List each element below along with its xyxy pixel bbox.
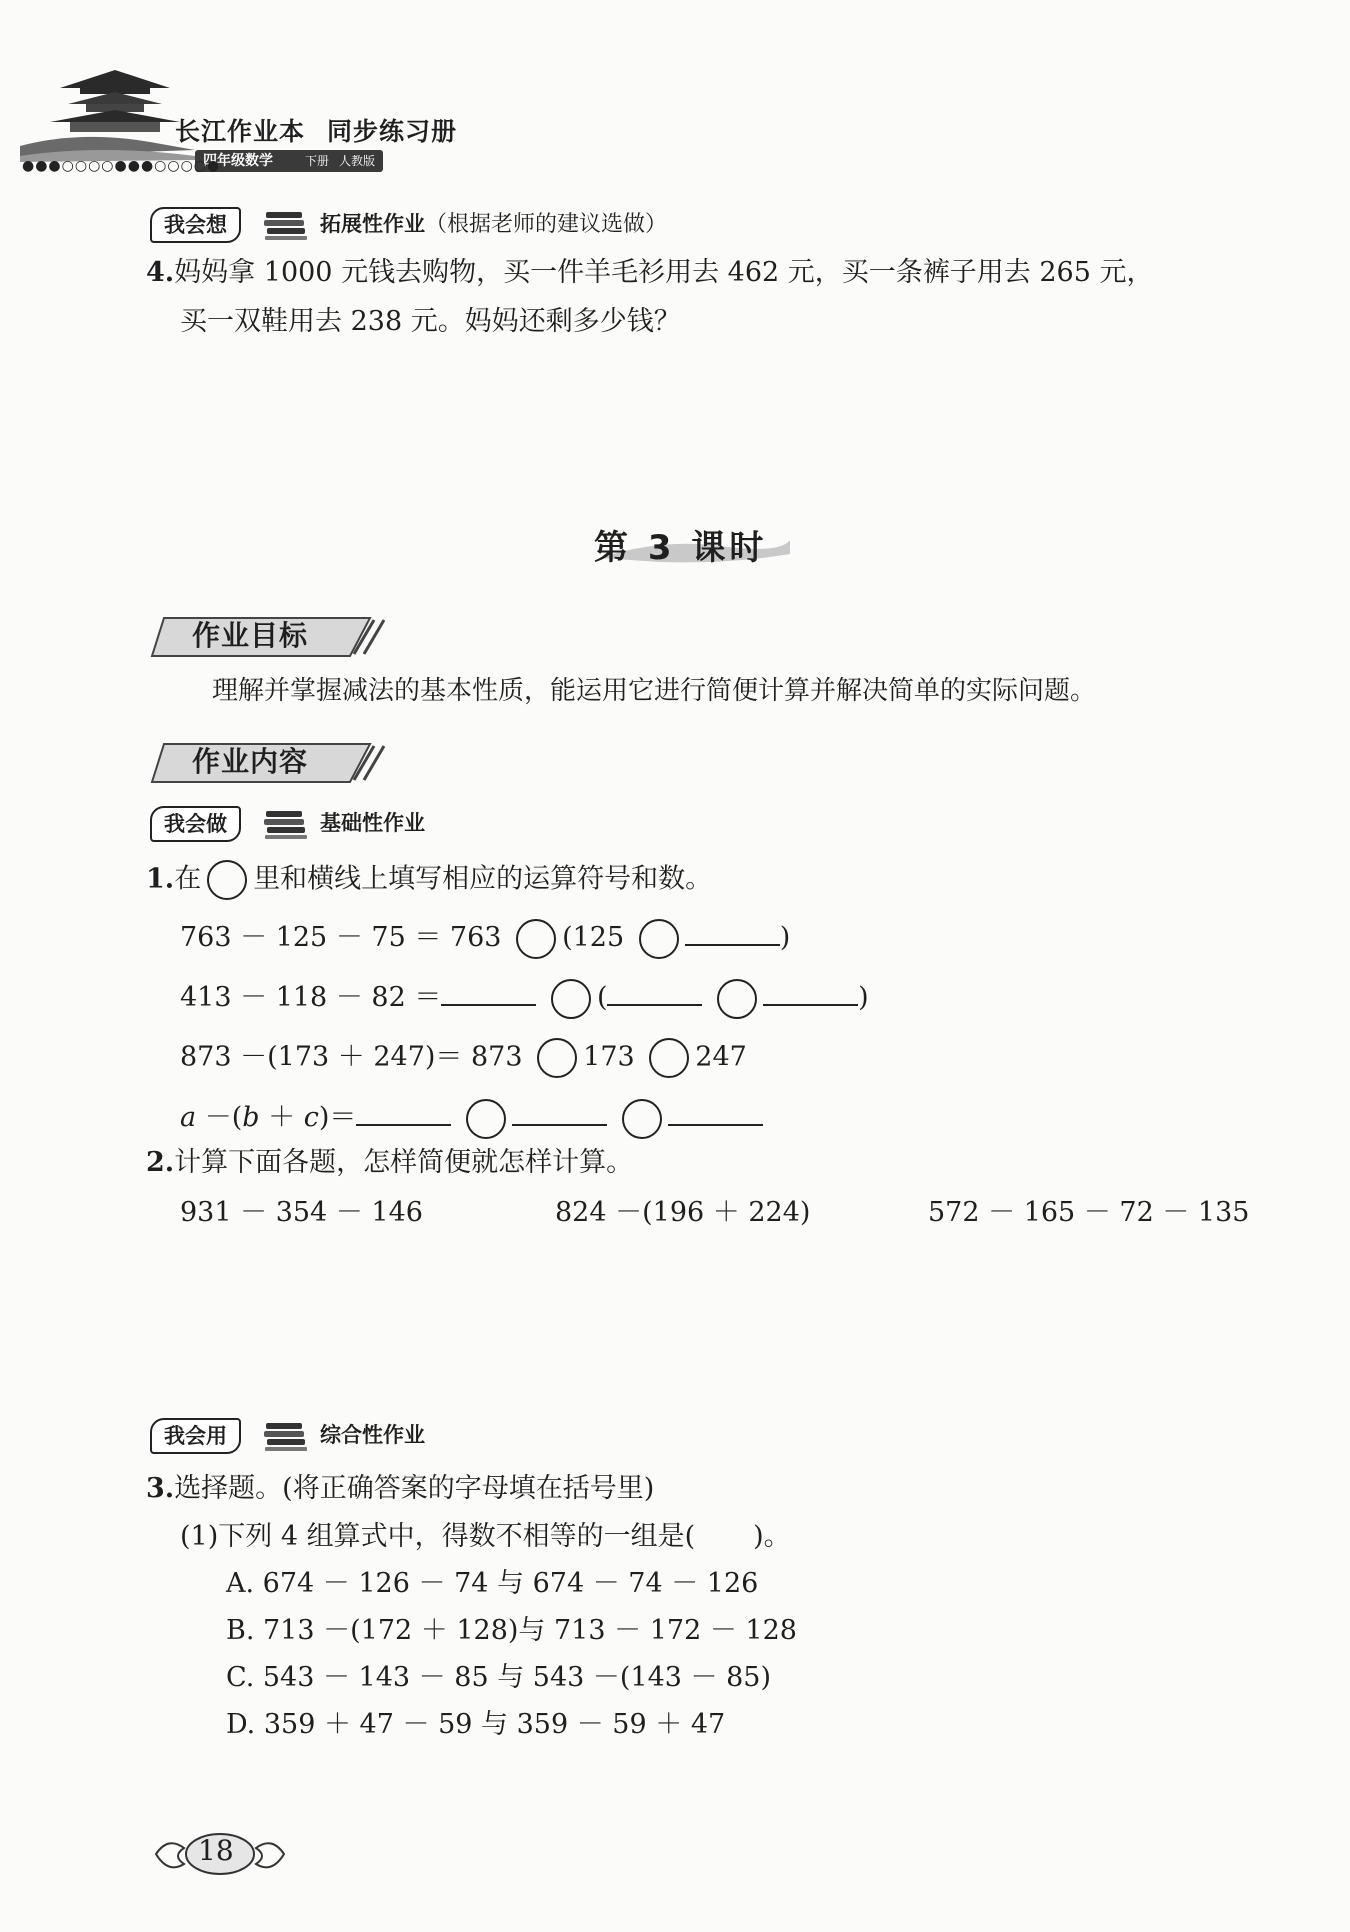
row-2-expr: 413 － 118 － 82 ＝ xyxy=(180,982,442,1013)
tag-think-label: 拓展性作业 xyxy=(320,212,425,236)
question-2-expr-1: 931 － 354 － 146 xyxy=(180,1197,423,1228)
book-title xyxy=(175,112,457,148)
book-title-sub: 同步练习册 xyxy=(327,117,458,146)
volume-label: 下册 xyxy=(305,154,330,168)
question-2-expr-3: 572 － 165 － 72 － 135 xyxy=(928,1197,1250,1228)
goal-text: 理解并掌握减法的基本性质，能运用它进行简便计算并解决简单的实际问题。 xyxy=(212,676,1097,706)
line-blank[interactable] xyxy=(685,918,780,946)
tag-do-badge: 我会做 xyxy=(150,806,241,842)
question-1-row-1 xyxy=(180,918,790,959)
sub-1-close: )。 xyxy=(753,1521,791,1552)
row-4-op1: －( xyxy=(196,1102,243,1133)
var-c: c xyxy=(303,1102,319,1133)
tag-think-badge: 我会想 xyxy=(150,207,241,243)
row-4-op2: ＋ xyxy=(259,1102,304,1133)
section-goal-title: 作业目标 xyxy=(192,619,309,652)
line-blank[interactable] xyxy=(441,978,536,1006)
line-blank[interactable] xyxy=(668,1098,763,1126)
section-goal-banner xyxy=(150,612,390,658)
question-1-number: 1. xyxy=(146,863,175,895)
tag-do xyxy=(150,806,550,840)
page-number-badge xyxy=(150,1830,290,1878)
question-1-row-3 xyxy=(180,1038,747,1078)
row-1-close: ) xyxy=(779,922,791,953)
tag-think-note: （根据老师的建议选做） xyxy=(425,212,668,237)
row-2-close: ) xyxy=(858,982,869,1013)
option-a: A. 674 － 126 － 74 与 674 － 74 － 126 xyxy=(226,1568,759,1599)
question-2-text: 计算下面各题，怎样简便就怎样计算。 xyxy=(174,1147,634,1178)
book-title-main: 长江作业本 xyxy=(175,117,306,146)
tag-think xyxy=(150,207,950,241)
pavilion-logo-icon xyxy=(20,60,200,165)
option-d: D. 359 ＋ 47 － 59 与 359 － 59 ＋ 47 xyxy=(226,1709,726,1740)
edition-label: 人教版 xyxy=(339,154,376,168)
books-icon xyxy=(262,1420,310,1452)
tag-use-label: 综合性作业 xyxy=(320,1423,425,1447)
var-a: a xyxy=(180,1102,197,1133)
circle-blank[interactable] xyxy=(466,1099,506,1139)
row-4-op3: )＝ xyxy=(318,1102,357,1133)
books-icon xyxy=(262,209,310,241)
section-content-title: 作业内容 xyxy=(192,745,309,778)
row-1-expr: 763 － 125 － 75 ＝ 763 xyxy=(180,922,502,953)
circle-blank[interactable] xyxy=(516,919,556,959)
line-blank[interactable] xyxy=(763,978,858,1006)
question-2-number: 2. xyxy=(146,1147,175,1178)
question-3-sub-1 xyxy=(180,1520,791,1554)
line-blank[interactable] xyxy=(356,1098,451,1126)
row-2-paren: ( xyxy=(596,982,608,1013)
question-3-number: 3. xyxy=(146,1473,175,1504)
circle-blank[interactable] xyxy=(622,1099,662,1139)
lesson-title: 第 3 课时 xyxy=(594,528,768,568)
grade-label: 四年级数学 xyxy=(203,153,273,169)
question-2-prompt xyxy=(146,1146,633,1180)
var-b: b xyxy=(242,1102,260,1133)
question-3-text: 选择题。(将正确答案的字母填在括号里) xyxy=(174,1473,655,1504)
question-4-number: 4. xyxy=(146,257,175,288)
books-icon xyxy=(262,808,310,840)
question-1-row-4 xyxy=(180,1098,763,1139)
book-grade-bar xyxy=(195,150,383,172)
line-blank[interactable] xyxy=(512,1098,607,1126)
question-1-row-2 xyxy=(180,978,869,1019)
page-number: 18 xyxy=(198,1834,234,1867)
tag-do-label: 基础性作业 xyxy=(320,811,425,835)
option-b: B. 713 －(172 ＋ 128)与 713 － 172 － 128 xyxy=(226,1615,797,1646)
option-c: C. 543 － 143 － 85 与 543 －(143 － 85) xyxy=(226,1662,772,1693)
dots-decoration: ●●●○○○○●●●○○○○● xyxy=(22,158,221,174)
tag-use-badge: 我会用 xyxy=(150,1418,241,1454)
question-3-prompt xyxy=(146,1472,654,1506)
question-1-prompt xyxy=(146,860,712,900)
question-1-text-a: 在 xyxy=(174,863,202,895)
question-4-line2: 买一双鞋用去 238 元。妈妈还剩多少钱？ xyxy=(180,306,681,337)
row-1-paren: (125 xyxy=(562,922,625,953)
section-content-banner xyxy=(150,738,390,784)
question-1-text-b: 里和横线上填写相应的运算符号和数。 xyxy=(253,863,713,895)
sub-1-text: (1)下列 4 组算式中，得数不相等的一组是( xyxy=(180,1521,696,1552)
row-3-end: 247 xyxy=(695,1041,747,1073)
row-3-expr: 873 －(173 ＋ 247)＝ 873 xyxy=(180,1041,523,1073)
question-4-line1 xyxy=(146,256,1153,290)
tag-use xyxy=(150,1418,550,1452)
circle-blank[interactable] xyxy=(639,919,679,959)
question-4-text: 妈妈拿 1000 元钱去购物，买一件羊毛衫用去 462 元，买一条裤子用去 265 元， xyxy=(174,257,1154,288)
circle-blank[interactable] xyxy=(717,979,757,1019)
row-3-mid: 173 xyxy=(583,1041,635,1073)
book-header xyxy=(20,60,460,174)
circle-blank[interactable] xyxy=(649,1038,689,1078)
line-blank[interactable] xyxy=(607,978,702,1006)
question-2-expr-2: 824 －(196 ＋ 224) xyxy=(555,1197,811,1228)
circle-blank[interactable] xyxy=(537,1038,577,1078)
circle-blank[interactable] xyxy=(551,979,591,1019)
circle-blank[interactable] xyxy=(207,860,247,900)
